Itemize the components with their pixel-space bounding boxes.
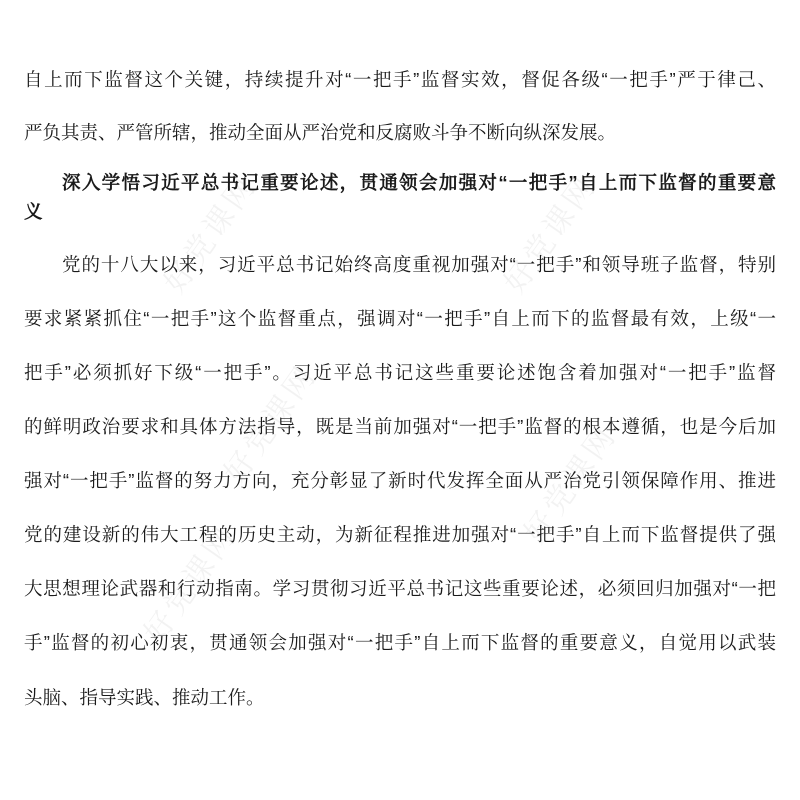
watermark: 好党课网 [498, 168, 604, 300]
watermark: 好党课网 [218, 358, 324, 490]
text-line: 的鲜明政治要求和具体方法指导，既是当前加强对“一把手”监督的根本遵循，也是今后加 [24, 416, 776, 437]
watermark: 好党课网 [158, 168, 264, 300]
watermark: 好党课网 [518, 418, 624, 550]
text-line: 自上而下监督这个关键，持续提升对“一把手”监督实效，督促各级“一把手”严于律己、 [24, 69, 776, 90]
text-line: 党的建设新的伟大工程的历史主动，为新征程推进加强对“一把手”自上而下监督提供了强 [24, 524, 776, 545]
text-line: 大思想理论武器和行动指南。学习贯彻习近平总书记这些重要论述，必须回归加强对“一把 [24, 578, 776, 599]
text-line: 严负其责、严管所辖，推动全面从严治党和反腐败斗争不断向纵深发展。 [24, 122, 617, 143]
text-line: 头脑、指导实践、推动工作。 [24, 687, 265, 708]
text-line: 强对“一把手”监督的努力方向，充分彰显了新时代发挥全面从严治党引领保障作用、推进 [24, 470, 776, 491]
watermark: 好党课网 [138, 518, 244, 650]
text-line: 要求紧紧抓住“一把手”这个监督重点，强调对“一把手”自上而下的监督最有效，上级“一 [24, 308, 776, 329]
text-line: 党的十八大以来，习近平总书记始终高度重视加强对“一把手”和领导班子监督，特别 [62, 254, 776, 275]
text-line: 把手”必须抓好下级“一把手”。习近平总书记这些重要论述饱含着加强对“一把手”监督 [24, 362, 776, 383]
text-line: 手”监督的初心初衷，贯通领会加强对“一把手”自上而下监督的重要意义，自觉用以武装 [24, 632, 776, 653]
heading-line: 深入学悟习近平总书记重要论述，贯通领会加强对“一把手”自上而下监督的重要意 [62, 172, 776, 193]
heading-line: 义 [24, 201, 43, 222]
